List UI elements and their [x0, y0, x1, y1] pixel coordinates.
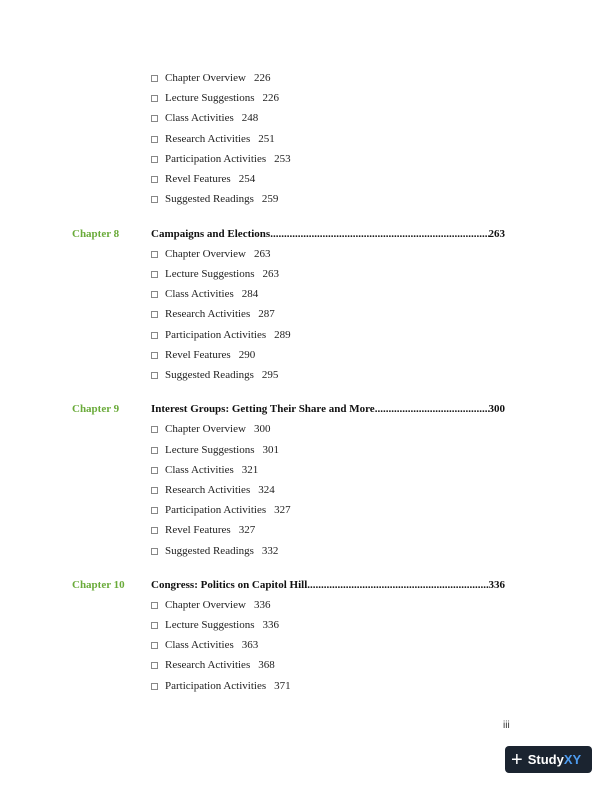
toc-item-page: 226: [253, 72, 271, 84]
toc-item-page: 321: [241, 464, 259, 476]
checkbox-icon: [151, 352, 158, 359]
checkbox-icon: [151, 467, 158, 474]
toc-item-page: 290: [238, 349, 256, 361]
toc-item[interactable]: [151, 679, 291, 693]
toc-item-label: Class Activities: [165, 639, 234, 651]
checkbox-icon: [151, 271, 158, 278]
toc-item[interactable]: [151, 247, 270, 261]
checkbox-icon: [151, 372, 158, 379]
chapter-title: Campaigns and Elections: [151, 228, 271, 240]
toc-item[interactable]: [151, 192, 278, 206]
toc-item-label: Participation Activities: [165, 680, 267, 692]
chapter-title-link[interactable]: [151, 402, 505, 416]
toc-item-label: Chapter Overview: [165, 248, 246, 260]
checkbox-icon: [151, 136, 158, 143]
chapter-title-link[interactable]: [151, 227, 505, 241]
toc-item-label: Lecture Suggestions: [165, 268, 255, 280]
toc-item-page: 259: [261, 193, 279, 205]
toc-item-label: Research Activities: [165, 484, 251, 496]
studyxy-badge[interactable]: [505, 746, 592, 773]
toc-item-page: 287: [258, 308, 275, 320]
checkbox-icon: [151, 176, 158, 183]
toc-item-page: 363: [241, 639, 259, 651]
toc-item[interactable]: [151, 638, 258, 652]
toc-item-page: 263: [253, 248, 271, 260]
toc-item[interactable]: [151, 287, 258, 301]
toc-item-label: Revel Features: [165, 524, 231, 536]
toc-item-page: 254: [238, 173, 256, 185]
toc-item-page: 289: [274, 329, 291, 341]
toc-item-page: 327: [238, 524, 256, 536]
toc-item[interactable]: [151, 422, 270, 436]
toc-item-page: 301: [262, 444, 280, 456]
toc-item-label: Suggested Readings: [165, 545, 254, 557]
toc-item[interactable]: [151, 348, 255, 362]
plus-icon: +: [511, 748, 523, 771]
toc-item[interactable]: [151, 111, 258, 125]
checkbox-icon: [151, 507, 158, 514]
toc-item[interactable]: [151, 91, 279, 105]
toc-item[interactable]: [151, 132, 275, 146]
toc-item-label: Research Activities: [165, 659, 251, 671]
toc-item-page: 263: [262, 268, 280, 280]
checkbox-icon: [151, 95, 158, 102]
chapter-label: Chapter 8: [72, 228, 120, 240]
toc-item[interactable]: [151, 463, 258, 477]
toc-item[interactable]: [151, 152, 291, 166]
toc-item-label: Chapter Overview: [165, 72, 246, 84]
checkbox-icon: [151, 622, 158, 629]
toc-item[interactable]: [151, 328, 291, 342]
toc-item[interactable]: [151, 598, 270, 612]
chapter-label: Chapter 10: [72, 579, 125, 591]
checkbox-icon: [151, 291, 158, 298]
checkbox-icon: [151, 311, 158, 318]
checkbox-icon: [151, 683, 158, 690]
checkbox-icon: [151, 115, 158, 122]
toc-item-page: 324: [258, 484, 275, 496]
toc-item[interactable]: [151, 544, 278, 558]
toc-item[interactable]: [151, 483, 275, 497]
checkbox-icon: [151, 75, 158, 82]
toc-item-label: Chapter Overview: [165, 599, 246, 611]
toc-item-label: Lecture Suggestions: [165, 619, 255, 631]
dot-leader: [375, 402, 489, 416]
toc-item-page: 336: [253, 599, 271, 611]
toc-item[interactable]: [151, 71, 270, 85]
checkbox-icon: [151, 251, 158, 258]
toc-item[interactable]: [151, 443, 279, 457]
toc-item-page: 300: [253, 423, 271, 435]
checkbox-icon: [151, 548, 158, 555]
toc-item[interactable]: [151, 618, 279, 632]
toc-item-page: 226: [262, 92, 280, 104]
toc-item-label: Revel Features: [165, 173, 231, 185]
checkbox-icon: [151, 487, 158, 494]
toc-item[interactable]: [151, 172, 255, 186]
checkbox-icon: [151, 662, 158, 669]
checkbox-icon: [151, 156, 158, 163]
toc-item-label: Research Activities: [165, 308, 251, 320]
checkbox-icon: [151, 642, 158, 649]
toc-item-label: Revel Features: [165, 349, 231, 361]
toc-item-label: Chapter Overview: [165, 423, 246, 435]
chapter-title-link[interactable]: [151, 578, 505, 592]
toc-item[interactable]: [151, 307, 275, 321]
toc-item-label: Lecture Suggestions: [165, 92, 255, 104]
toc-item-label: Participation Activities: [165, 329, 267, 341]
chapter-title: Congress: Politics on Capitol Hill: [151, 579, 308, 591]
checkbox-icon: [151, 196, 158, 203]
toc-item-label: Suggested Readings: [165, 369, 254, 381]
checkbox-icon: [151, 602, 158, 609]
chapter-page: 336: [488, 579, 505, 591]
toc-item-page: 295: [261, 369, 279, 381]
toc-item-page: 368: [258, 659, 275, 671]
toc-item-page: 284: [241, 288, 259, 300]
checkbox-icon: [151, 426, 158, 433]
checkbox-icon: [151, 447, 158, 454]
toc-item-label: Participation Activities: [165, 504, 267, 516]
toc-item-page: 253: [274, 153, 291, 165]
toc-item-page: 251: [258, 133, 275, 145]
toc-item-page: 332: [261, 545, 279, 557]
toc-item-label: Lecture Suggestions: [165, 444, 255, 456]
toc-item-label: Class Activities: [165, 112, 234, 124]
chapter-label: Chapter 9: [72, 403, 120, 415]
toc-item[interactable]: [151, 267, 279, 281]
toc-item-label: Class Activities: [165, 464, 234, 476]
toc-item[interactable]: [151, 368, 278, 382]
toc-item[interactable]: [151, 658, 275, 672]
badge-text-study: Study: [527, 752, 564, 767]
toc-item-page: 327: [274, 504, 291, 516]
checkbox-icon: [151, 527, 158, 534]
badge-text-xy: XY: [563, 752, 582, 767]
toc-item-label: Participation Activities: [165, 153, 267, 165]
checkbox-icon: [151, 332, 158, 339]
toc-item[interactable]: [151, 503, 291, 517]
toc-item-label: Class Activities: [165, 288, 234, 300]
toc-item[interactable]: [151, 523, 255, 537]
toc-item-page: 248: [241, 112, 259, 124]
toc-item-page: 336: [262, 619, 280, 631]
toc-item-label: Suggested Readings: [165, 193, 254, 205]
toc-item-page: 371: [274, 680, 291, 692]
chapter-title: Interest Groups: Getting Their Share and More: [151, 403, 375, 415]
dot-leader: [270, 227, 488, 241]
chapter-page: 300: [488, 403, 505, 415]
dot-leader: [307, 578, 488, 592]
chapter-page: 263: [488, 228, 505, 240]
page-number: iii: [503, 720, 510, 731]
toc-item-label: Research Activities: [165, 133, 251, 145]
